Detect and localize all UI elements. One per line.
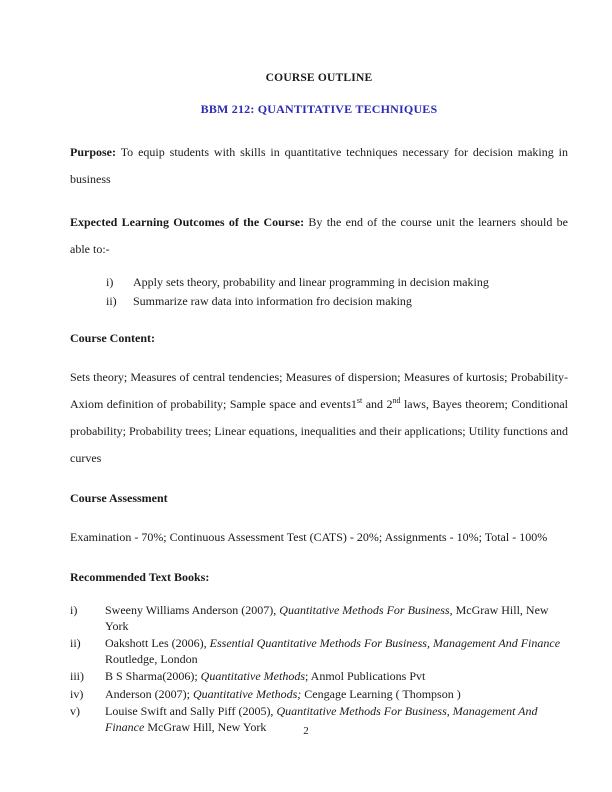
outcomes-text: By the end of the course unit the learners should be able to:- [70,215,568,256]
list-item [70,687,568,703]
outcomes-paragraph [70,209,568,263]
course-content-text-2: and 2 [362,397,393,411]
outcomes-label: Expected Learning Outcomes of the Course: [70,215,305,229]
reference-publisher: Cengage Learning ( Thompson ) [301,686,461,701]
reference-author: Oakshott Les (2006), [105,636,210,650]
reference-text [105,603,568,634]
page-number: 2 [303,725,309,737]
reference-marker: i) [70,603,78,617]
superscript-st: st [356,396,363,405]
outcome-text: Apply sets theory, probability and linear programming in decision making [133,275,489,289]
superscript-nd: nd [392,396,401,405]
reference-publisher: ; Anmol Publications Pvt [305,669,426,683]
reference-publisher: Routledge, London [105,651,198,666]
outcome-marker: i) [106,275,114,289]
reference-text [105,636,568,667]
course-content-text-3: laws, Bayes theorem; Conditional probability; Probability trees; Linear equations, inequalities and their applications; Utility functions and curves [70,397,569,465]
outcome-marker: ii) [106,294,117,308]
page-title: COURSE OUTLINE [265,72,373,84]
course-content-heading: Course Content: [70,331,155,345]
reference-publisher: McGraw Hill, New York [144,719,267,734]
reference-text [105,687,568,703]
list-item [70,669,568,685]
page-content [70,72,568,737]
list-item [70,603,568,634]
reference-title: Quantitative Methods [200,669,305,683]
course-assessment-paragraph: Examination - 70%; Continuous Assessment Test (CATS) - 20%; Assignments - 10%; Total - 100% [70,530,548,544]
reference-marker: iii) [70,669,84,683]
purpose-paragraph [70,139,568,193]
reference-marker: iv) [70,686,84,701]
reference-title: Quantitative Methods; [192,686,302,701]
reference-title: Essential Quantitative Methods For Business, Management And Finance [209,636,561,650]
recommended-books-list [70,603,568,735]
reference-marker: ii) [70,636,81,650]
reference-author: Sweeny Williams Anderson (2007), [105,603,280,617]
reference-title: Quantitative Methods For Business, Management And Finance [105,704,538,734]
purpose-text: To equip students with skills in quantitative techniques necessary for decision making in business [70,145,568,186]
outcome-text: Summarize raw data into information fro decision making [133,294,412,308]
course-content-text-1: Sets theory; Measures of central tendencies; Measures of dispersion; Measures of kurtosis; Probability- Axiom definition of probability; Sample space and events1 [70,370,568,411]
course-code-title: BBM 212: QUANTITATIVE TECHNIQUES [200,102,438,116]
reference-text [105,669,568,685]
list-item [70,273,568,291]
reference-author: Anderson (2007); [105,686,193,701]
purpose-label: Purpose: [70,145,116,159]
recommended-books-heading: Recommended Text Books: [70,570,210,584]
reference-title: Quantitative Methods For Business [279,603,450,617]
list-item [70,292,568,310]
reference-author: Louise Swift and Sally Piff (2005), [105,704,277,718]
course-assessment-heading: Course Assessment [70,491,168,505]
course-content-paragraph [70,364,568,472]
reference-publisher: , McGraw Hill, New York [105,603,549,633]
list-item [70,636,568,667]
outcomes-list [70,273,568,310]
reference-author: B S Sharma(2006); [105,669,201,683]
reference-marker: v) [70,704,80,718]
